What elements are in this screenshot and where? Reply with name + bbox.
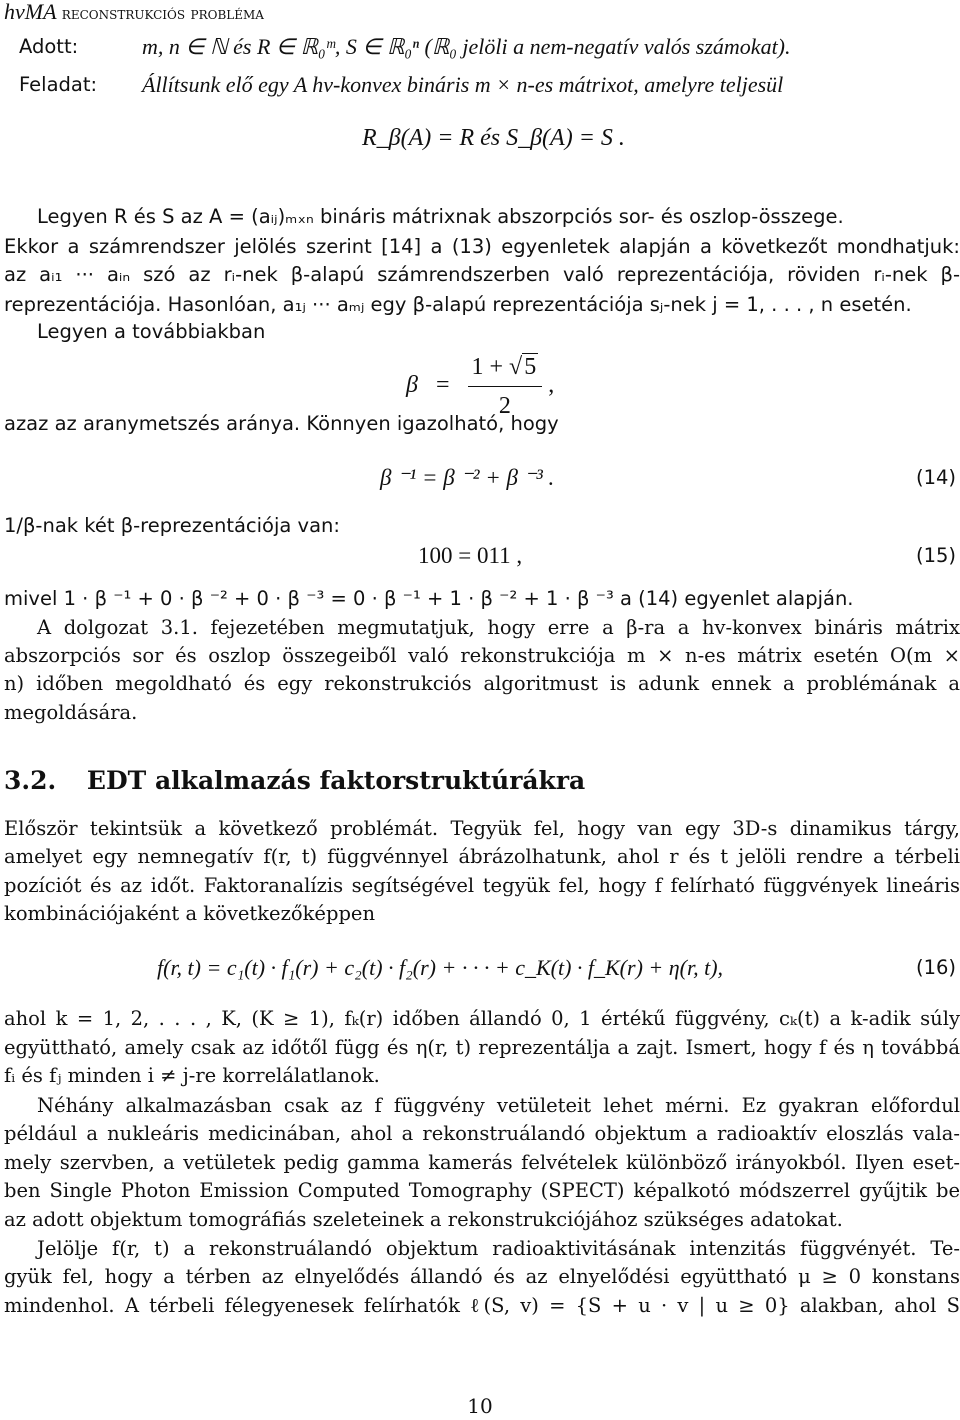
body-p3-line2: például a nukleáris medicinában, ahol a rekonstruálandó objektum a radioaktív eloszlás vala-: [4, 1122, 960, 1145]
task-text: Állítsunk elő egy A hv-konvex bináris m × n-es mátrixot, amelyre teljesül: [142, 72, 784, 97]
equation-14-number: (14): [915, 466, 956, 489]
sqrt-term: 5: [524, 354, 537, 380]
equation-15-body: 100 = 011 ,: [418, 543, 523, 568]
body-p2-line1: ahol k = 1, 2, . . . , K, (K ≥ 1), fₖ(r) időben állandó 0, 1 értékű függvény, cₖ(t) a k-adik súly: [4, 1007, 960, 1030]
equation-15-number: (15): [915, 544, 956, 567]
beta-denominator: 2: [498, 393, 511, 419]
body-p3-line4: ben Single Photon Emission Computed Tomography (SPECT) képalkotó módszerrel gyűjtik be: [4, 1179, 960, 1202]
body-p3-line1: Néhány alkalmazásban csak az f függvény vetületeit lehet mérni. Ez gyakran előfordul: [37, 1094, 960, 1117]
para2-line6: n) időben megoldható és egy rekonstrukciós algoritmust is adunk ennek a problémának a: [4, 672, 960, 695]
beta-equals: =: [435, 372, 450, 399]
body-p1-line2: amelyet egy nemnegatív f(r, t) függvénnyel ábrázolhatunk, ahol r és t jelöli rendre a térbeli: [4, 845, 960, 868]
body-p4-line1: Jelölje f(r, t) a rekonstruálandó objektum radioaktivitásának intenzitás függvényét. Te-: [37, 1237, 960, 1260]
problem-title: [4, 0, 264, 28]
section-title: EDT alkalmazás faktorstruktúrákra: [86, 766, 586, 795]
body-p3-line5: az adott objektum tomográfiás szeleteinek a rekonstrukciójához szükséges adatokat.: [4, 1208, 843, 1231]
body-p1-line1: Először tekintsük a következő problémát. Tegyük fel, hogy van egy 3D-s dinamikus tárgy,: [4, 817, 960, 840]
body-p1-line4: kombinációjaként a következőképpen: [4, 902, 376, 925]
para2-line3: mivel 1 · β ⁻¹ + 0 · β ⁻² + 0 · β ⁻³ = 0 · β ⁻¹ + 1 · β ⁻² + 1 · β ⁻³ a (14) egyenlet alapján.: [4, 587, 854, 610]
given-label: Adott:: [19, 35, 79, 58]
given-text: m, n ∈ ℕ és R ∈ ℝ₀ᵐ, S ∈ ℝ₀ⁿ (ℝ₀ jelöli a nem-negatív valós számokat).: [142, 34, 791, 59]
section-heading: [4, 764, 585, 798]
para1-line5: Legyen a továbbiakban: [37, 320, 266, 343]
para2-line2: 1/β-nak két β-reprezentációja van:: [4, 514, 340, 537]
body-p1-line3: pozíciót és az időt. Faktoranalízis segítségével tegyük fel, hogy f felírható függvények lineáris: [4, 874, 960, 897]
equation-16-body: f(r, t) = c₁(t) · f₁(r) + c₂(t) · f₂(r) + · · · + c_K(t) · f_K(r) + η(r, t),: [157, 955, 724, 980]
task-label: Feladat:: [19, 73, 98, 96]
body-p2-line2: együttható, amely csak az időtől függ és η(r, t) reprezentálja a zajt. Ismert, hogy f és η továbbá: [4, 1036, 960, 1059]
body-p2-line3: fᵢ és fⱼ minden i ≠ j-re korrelálatlanok.: [4, 1064, 380, 1087]
section-number: 3.2.: [4, 766, 57, 795]
task-equation: R_β(A) = R és S_β(A) = S .: [362, 125, 625, 151]
para2-line4: A dolgozat 3.1. fejezetében megmutatjuk, hogy erre a β-ra a hv-konvex bináris mátrix: [37, 616, 960, 639]
para1-line2: Ekkor a számrendszer jelölés szerint [14] a (13) egyenletek alapján a következőt mondhatjuk:: [4, 235, 960, 258]
body-p4-line2: gyük fel, hogy a térben az elnyelődés állandó és az elnyelődési együttható μ ≥ 0 konstans: [4, 1265, 960, 1288]
equation-14: [380, 464, 956, 492]
body-p3-line3: mely szervben, a vetületek pedig gamma kamerás felvételek különböző irányokból. Ilyen eset-: [4, 1151, 960, 1174]
para1-line1: Legyen R és S az A = (aᵢⱼ)ₘₓₙ bináris mátrixnak abszorpciós sor- és oszlop-összege.: [37, 205, 844, 228]
beta-numerator: 1 + √5: [468, 350, 543, 387]
beta-definition: β = $\frac{1 + √5}{2}$ ,: [406, 350, 554, 423]
para1-line3: az aᵢ₁ ··· aᵢₙ szó az rᵢ-nek β-alapú számrendszerben való reprezentációja, röviden rᵢ-nek β-: [4, 263, 960, 286]
para1-line4: reprezentációja. Hasonlóan, a₁ⱼ ··· aₘⱼ egy β-alapú reprezentációja sⱼ-nek j = 1, . . . , n esetén.: [4, 293, 912, 316]
para2-line5: abszorpciós sor és oszlop összegeiből való rekonstrukciója m × n-es mátrix esetén O(m ×: [4, 644, 960, 667]
beta-lhs: β: [406, 372, 418, 399]
equation-16: [157, 954, 956, 982]
problem-title-rest: reconstrukciós probléma: [61, 4, 264, 24]
problem-title-hv: hvMA: [4, 0, 57, 24]
para2-line1: azaz az aranymetszés aránya. Könnyen igazolható, hogy: [4, 412, 559, 435]
para2-line7: megoldására.: [4, 701, 138, 724]
page-number: 10: [467, 1394, 493, 1418]
body-p4-line3: mindenhol. A térbeli félegyenesek felírhatók ℓ(S, v) = {S + u · v | u ≥ 0} alakban, ahol S: [4, 1294, 960, 1317]
equation-16-number: (16): [915, 956, 956, 979]
equation-14-body: β ⁻¹ = β ⁻² + β ⁻³ .: [380, 465, 555, 490]
equation-15: [418, 542, 956, 570]
